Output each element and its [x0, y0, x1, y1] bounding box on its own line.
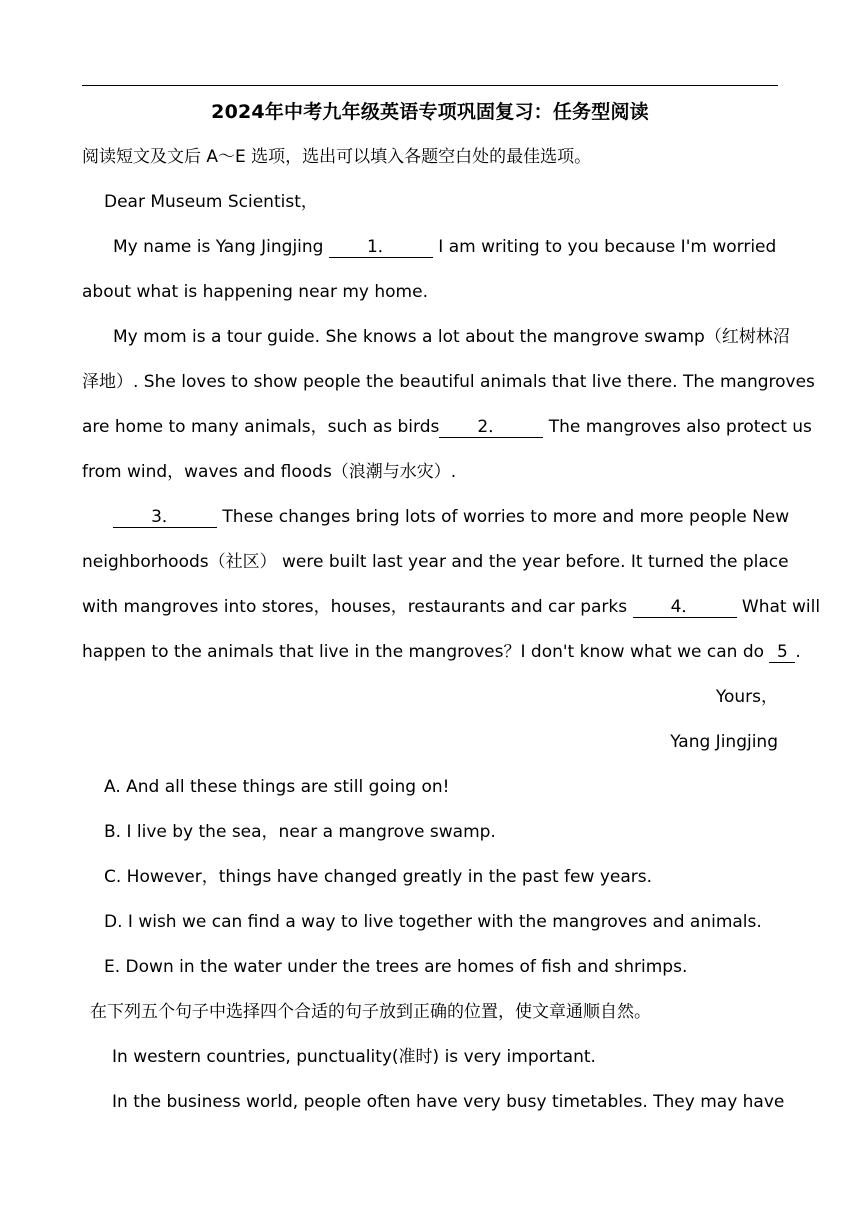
letter-greeting: Dear Museum Scientist，: [104, 192, 318, 212]
paragraph-2-line-1: My mom is a tour guide. She knows a lot about the mangrove swamp（红树林沼: [113, 327, 790, 347]
blank-5: 5: [769, 642, 795, 663]
text-span: happen to the animals that live in the mangroves？I don't know what we can do: [82, 642, 770, 662]
letter-signature: Yang Jingjing: [670, 732, 778, 752]
option-a: A. And all these things are still going on!: [104, 777, 450, 797]
top-rule: [82, 85, 778, 86]
section-2-paragraph-2: In the business world, people often have very busy timetables. They may have: [112, 1092, 785, 1112]
option-b: B. I live by the sea，near a mangrove swamp.: [104, 822, 496, 842]
letter-closing: Yours，: [715, 687, 778, 707]
blank-3: 3．: [113, 507, 217, 528]
blank-1: 1．: [329, 237, 433, 258]
text-span: What will: [736, 597, 821, 617]
option-c: C. However，things have changed greatly in the past few years.: [104, 867, 653, 887]
paragraph-3-line-1: [113, 505, 813, 529]
paragraph-2-line-3: [82, 415, 812, 439]
instruction-2: 在下列五个句子中选择四个合适的句子放到正确的位置，使文章通顺自然。: [90, 1002, 651, 1022]
paragraph-3-line-4: [82, 640, 801, 664]
text-span: are home to many animals，such as birds: [82, 417, 440, 437]
paragraph-1-line-2: about what is happening near my home.: [82, 282, 428, 302]
paragraph-3-line-3: [82, 595, 821, 619]
blank-4: 4．: [633, 597, 737, 618]
text-span: I am writing to you because I'm worried: [432, 237, 777, 257]
text-span: These changes bring lots of worries to more and more people New: [217, 507, 790, 527]
option-d: D. I wish we can find a way to live together with the mangroves and animals.: [104, 912, 762, 932]
text-span: My name is Yang Jingjing: [113, 237, 329, 257]
text-span: The mangroves also protect us: [543, 417, 812, 437]
blank-2: 2．: [439, 417, 543, 438]
text-span: with mangroves into stores，houses，restaurants and car parks: [82, 597, 633, 617]
paragraph-1-line-1: [113, 235, 813, 259]
section-2-paragraph-1: In western countries, punctuality(准时) is very important.: [112, 1047, 596, 1067]
paragraph-3-line-2: neighborhoods（社区） were built last year and the year before. It turned the place: [82, 552, 789, 572]
text-span: .: [795, 642, 801, 662]
paragraph-2-line-4: from wind，waves and floods（浪潮与水灾）.: [82, 462, 457, 482]
paragraph-2-line-2: 泽地）. She loves to show people the beautiful animals that live there. The mangroves: [82, 372, 815, 392]
option-e: E. Down in the water under the trees are homes of fish and shrimps.: [104, 957, 688, 977]
page-title: 2024年中考九年级英语专项巩固复习：任务型阅读: [211, 101, 649, 123]
instruction-1: 阅读短文及文后 A～E 选项，选出可以填入各题空白处的最佳选项。: [82, 147, 592, 167]
